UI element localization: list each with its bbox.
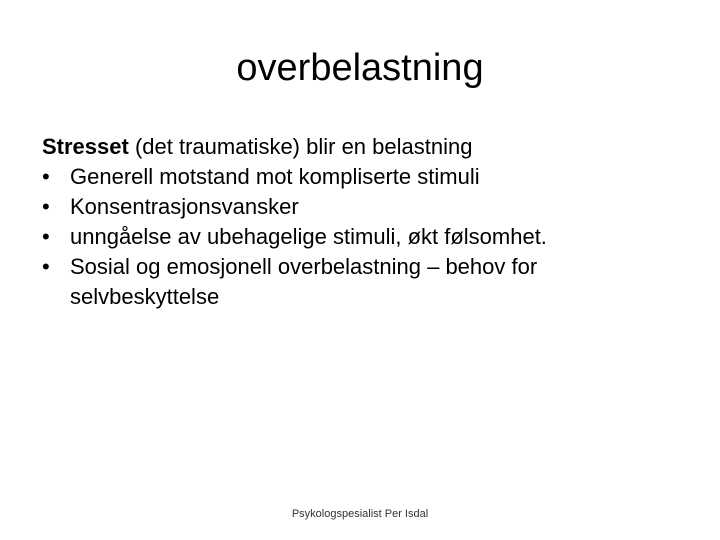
bullet-text: Generell motstand mot kompliserte stimuli: [70, 164, 480, 189]
slide-footer: Psykologspesialist Per Isdal: [291, 508, 429, 520]
bullet-list: [42, 162, 662, 312]
bullet-text: unngåelse av ubehagelige stimuli, økt følsomhet.: [70, 224, 547, 249]
bullet-text: Konsentrasjonsvansker: [70, 194, 299, 219]
bullet-item: [42, 192, 662, 222]
bullet-icon: •: [42, 194, 50, 219]
slide-body: [42, 132, 662, 312]
bullet-item: [42, 222, 662, 252]
bullet-icon: •: [42, 254, 50, 279]
slide-title: overbelastning: [236, 47, 484, 89]
bullet-icon: •: [42, 164, 50, 189]
bullet-text: Sosial og emosjonell overbelastning – behov for selvbeskyttelse: [70, 254, 538, 309]
bullet-item: [42, 252, 662, 312]
bullet-icon: •: [42, 224, 50, 249]
bullet-item: [42, 162, 662, 192]
intro-line: [42, 132, 662, 162]
intro-rest: (det traumatiske) blir en belastning: [128, 134, 473, 159]
intro-bold: Stresset: [42, 134, 129, 159]
